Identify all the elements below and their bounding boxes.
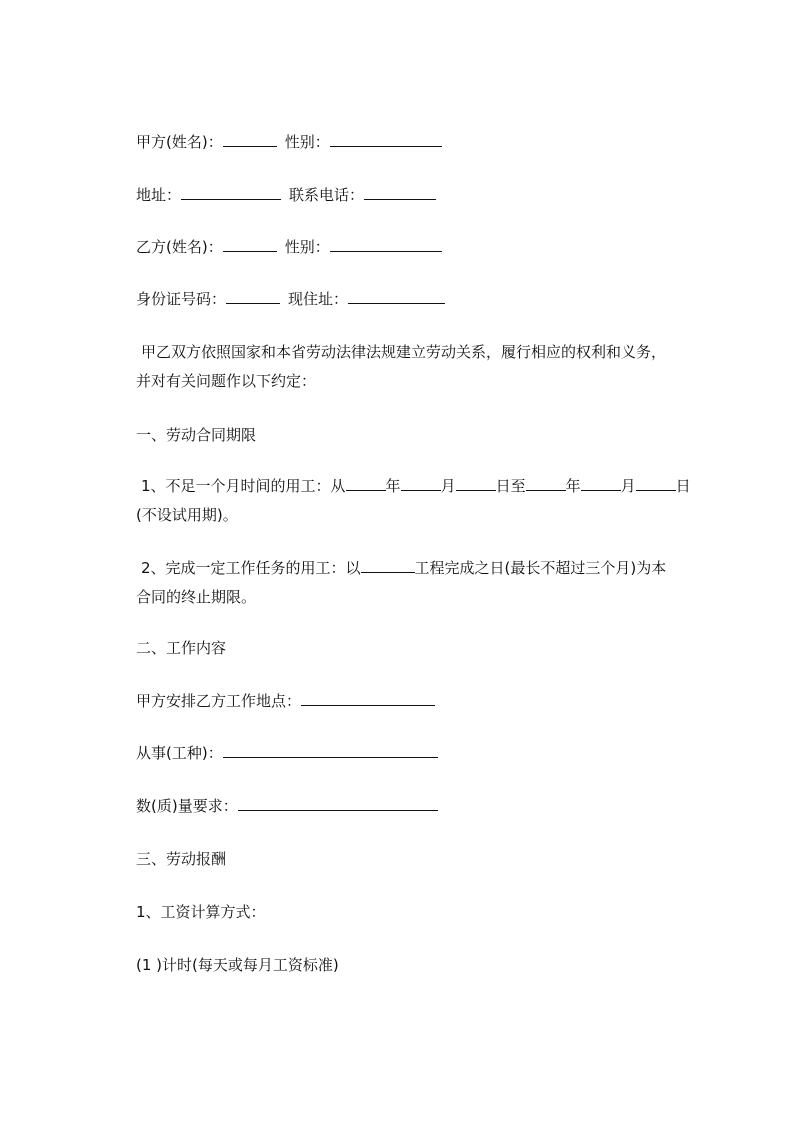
work-location-blank[interactable] bbox=[301, 690, 435, 706]
section1-item2 bbox=[136, 554, 711, 612]
month-label-1: 月 bbox=[440, 477, 456, 495]
start-year-blank[interactable] bbox=[346, 475, 386, 491]
work-location-row bbox=[136, 690, 435, 712]
section1-item1 bbox=[136, 472, 711, 530]
end-month-blank[interactable] bbox=[581, 475, 621, 491]
party-a-phone-label: 联系电话： bbox=[289, 186, 365, 204]
wage-method-label: 1、工资计算方式： bbox=[136, 903, 266, 921]
start-month-blank[interactable] bbox=[401, 475, 441, 491]
section3-title: 三、劳动报酬 bbox=[136, 850, 227, 868]
party-b-id-row bbox=[136, 288, 445, 310]
party-b-name-label: 乙方(姓名)： bbox=[136, 238, 223, 256]
party-b-gender-blank[interactable] bbox=[330, 236, 442, 252]
party-b-residence-blank[interactable] bbox=[348, 288, 445, 304]
item2-prefix: 2、完成一定工作任务的用工：以 bbox=[141, 559, 361, 577]
year-label-1: 年 bbox=[385, 477, 401, 495]
item2-suffix: 工程完成之日(最长不超过三个月)为本 bbox=[414, 559, 667, 577]
party-b-gender-label: 性别： bbox=[284, 238, 330, 256]
day-label-1: 日至 bbox=[495, 477, 526, 495]
party-b-name-row bbox=[136, 236, 442, 258]
section1-title: 一、劳动合同期限 bbox=[136, 426, 257, 444]
year-label-2: 年 bbox=[565, 477, 581, 495]
month-label-2: 月 bbox=[620, 477, 636, 495]
day-label-2: 日 bbox=[675, 477, 691, 495]
party-b-id-label: 身份证号码： bbox=[136, 290, 227, 308]
quality-blank[interactable] bbox=[238, 795, 438, 811]
intro-paragraph bbox=[136, 338, 711, 396]
job-type-blank[interactable] bbox=[223, 742, 438, 758]
hourly-wage-label: (1 )计时(每天或每月工资标准) bbox=[136, 956, 339, 974]
party-a-gender-label: 性别： bbox=[284, 133, 330, 151]
end-year-blank[interactable] bbox=[526, 475, 566, 491]
intro-line-1: 甲乙双方依照国家和本省劳动法律法规建立劳动关系，履行相应的权利和义务， bbox=[141, 343, 667, 361]
project-blank[interactable] bbox=[361, 557, 415, 573]
intro-line-2: 并对有关问题作以下约定： bbox=[136, 372, 317, 390]
end-day-blank[interactable] bbox=[636, 475, 676, 491]
party-a-phone-blank[interactable] bbox=[364, 184, 436, 200]
party-a-gender-blank[interactable] bbox=[330, 131, 442, 147]
job-type-row bbox=[136, 742, 438, 764]
party-a-address-blank[interactable] bbox=[181, 184, 281, 200]
section2-title: 二、工作内容 bbox=[136, 639, 227, 657]
section1-item1-line2: (不设试用期)。 bbox=[136, 506, 238, 524]
quality-label: 数(质)量要求： bbox=[136, 797, 238, 815]
item1-prefix: 1、不足一个月时间的用工：从 bbox=[141, 477, 346, 495]
party-a-name-row bbox=[136, 131, 442, 153]
party-b-id-blank[interactable] bbox=[226, 288, 280, 304]
section1-item2-line2: 合同的终止期限。 bbox=[136, 588, 257, 606]
job-type-label: 从事(工种)： bbox=[136, 744, 223, 762]
section1-item1-line1 bbox=[136, 472, 711, 501]
quality-row bbox=[136, 795, 438, 817]
party-a-name-blank[interactable] bbox=[223, 131, 277, 147]
party-a-address-row bbox=[136, 184, 436, 206]
party-a-address-label: 地址： bbox=[136, 186, 182, 204]
section1-item2-line1 bbox=[136, 554, 711, 583]
party-b-residence-label: 现住址： bbox=[288, 290, 349, 308]
party-a-name-label: 甲方(姓名)： bbox=[136, 133, 223, 151]
party-b-name-blank[interactable] bbox=[223, 236, 277, 252]
work-location-label: 甲方安排乙方工作地点： bbox=[136, 692, 302, 710]
start-day-blank[interactable] bbox=[456, 475, 496, 491]
